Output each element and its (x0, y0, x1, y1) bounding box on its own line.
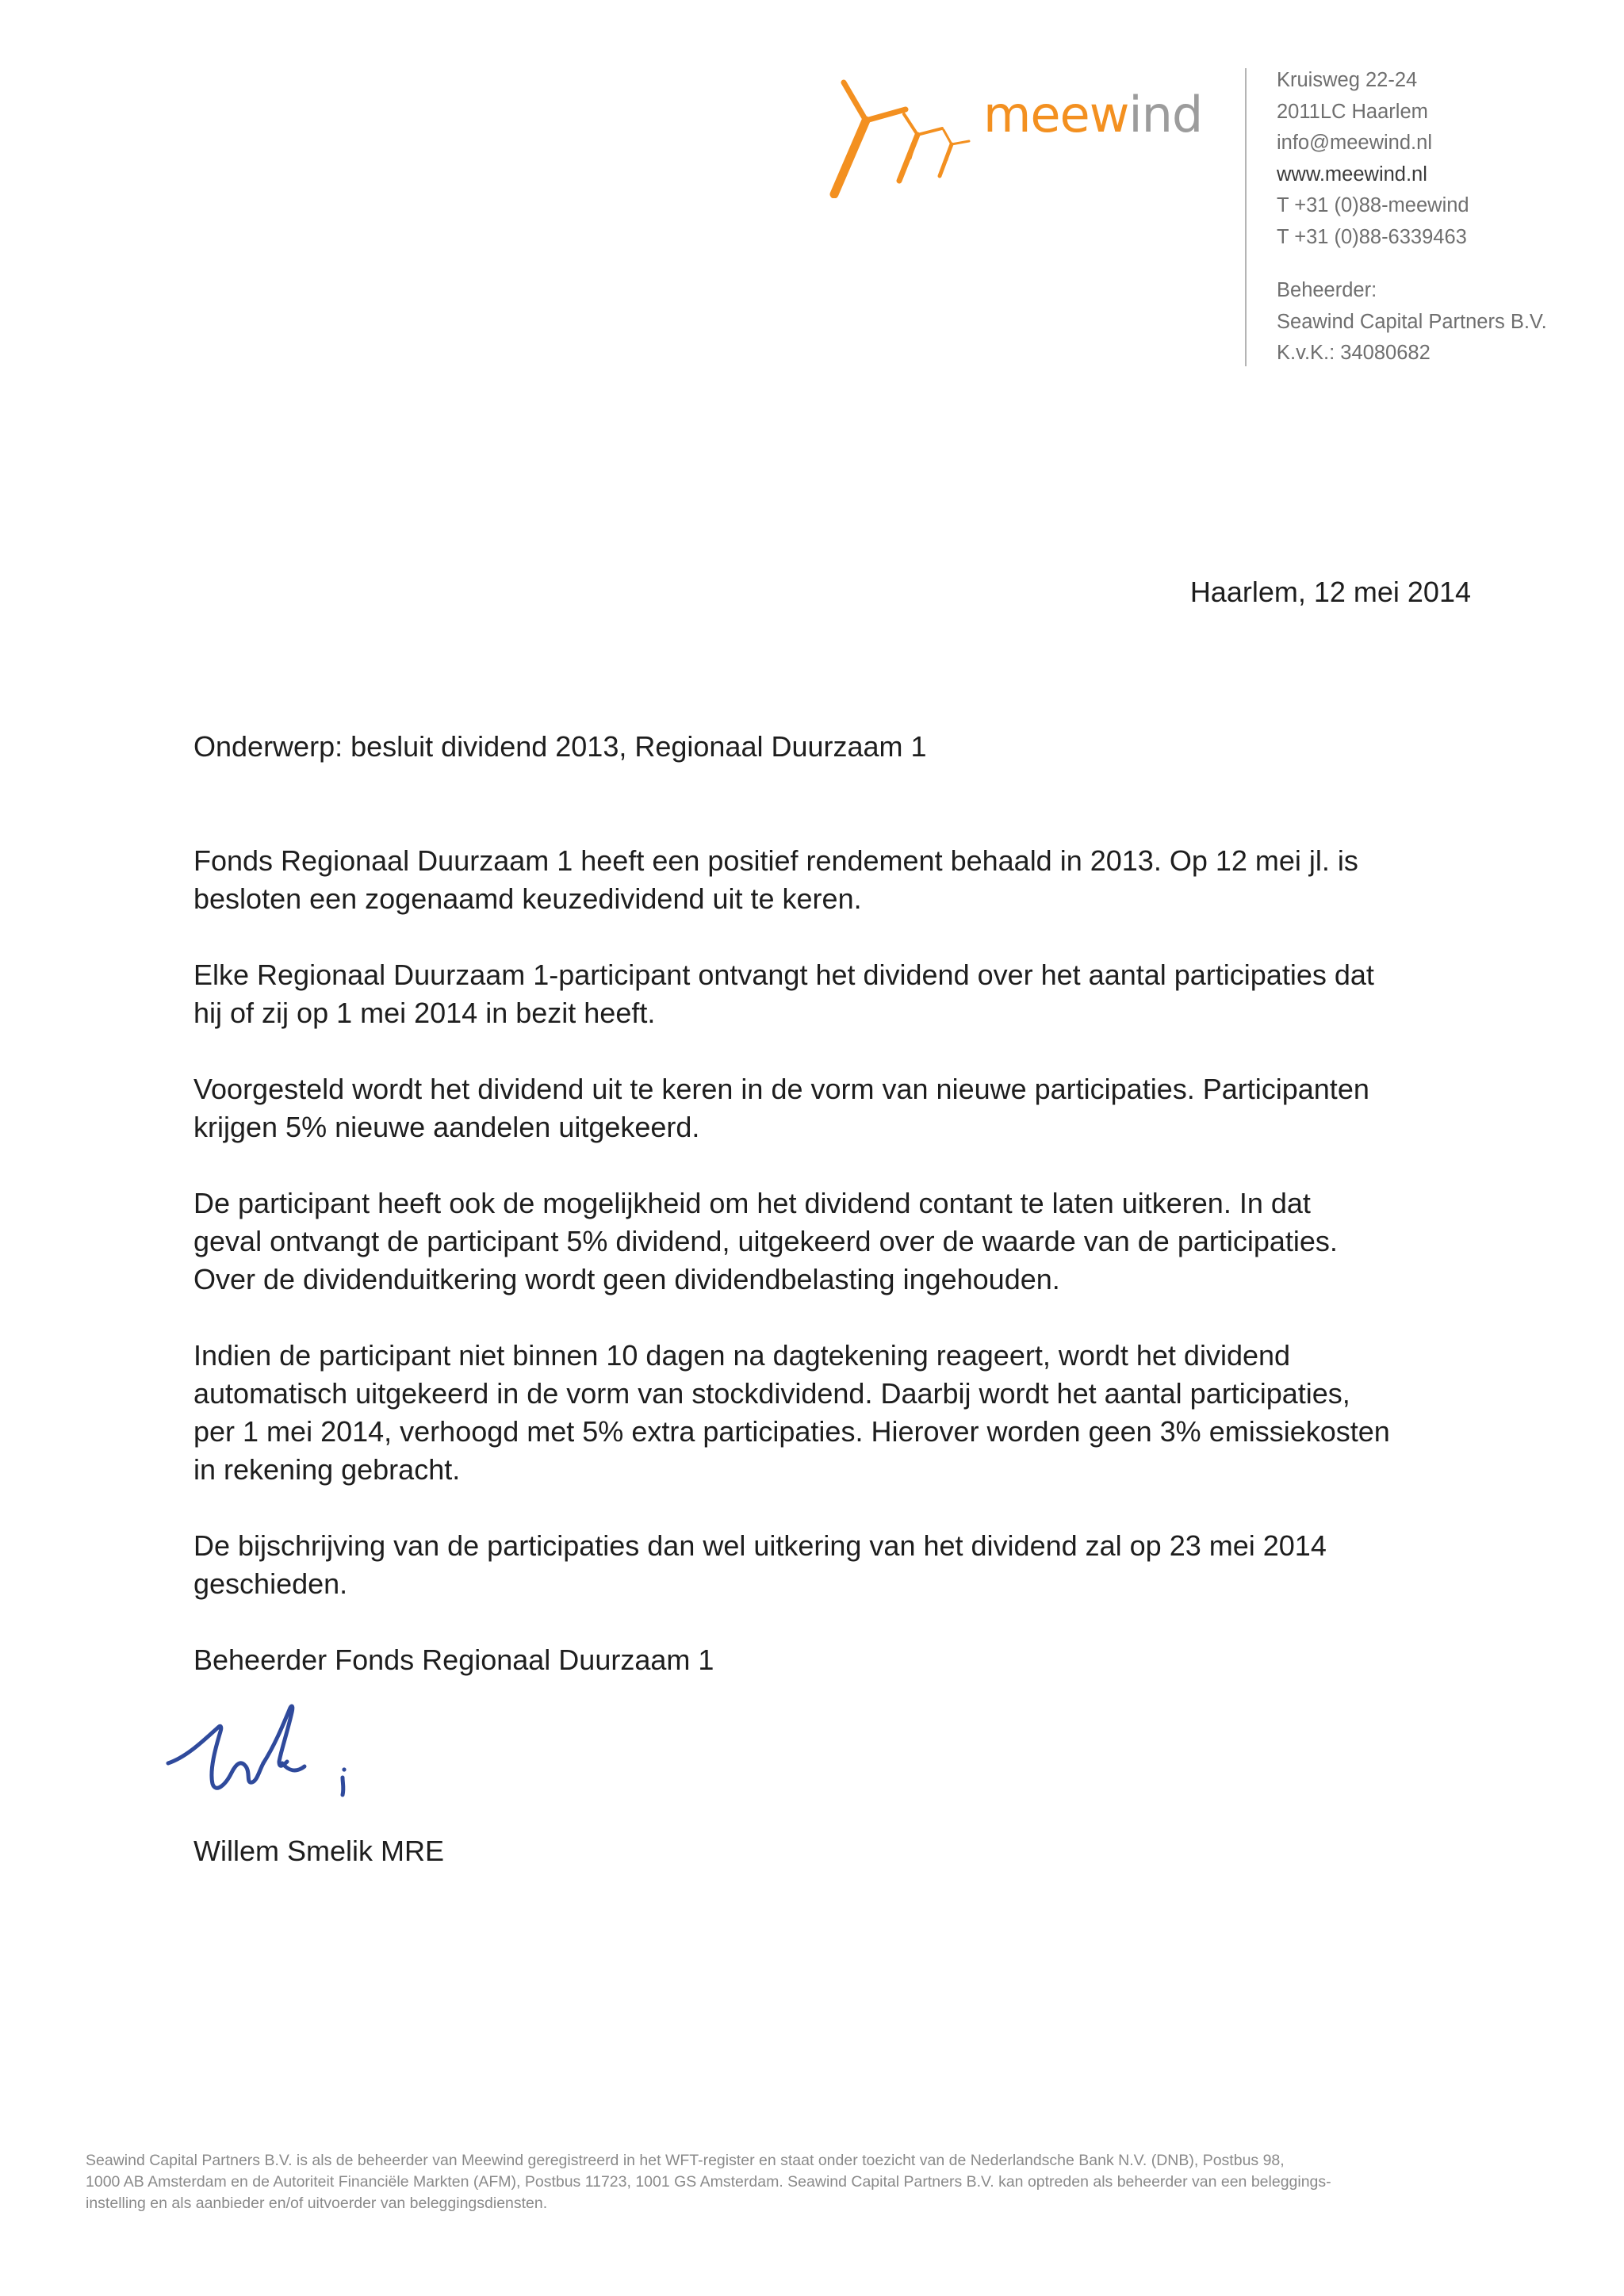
paragraph-line: De participant heeft ook de mogelijkheid om het dividend contant te laten uitkeren. In dat (193, 1187, 1311, 1219)
letter-subject: Onderwerp: besluit dividend 2013, Regionaal Duurzaam 1 (193, 730, 927, 763)
contact-manager-name: Seawind Capital Partners B.V. (1277, 310, 1547, 333)
footer-line: 1000 AB Amsterdam en de Autoriteit Financiële Markten (AFM), Postbus 11723, 1001 GS Amsterdam. Seawind Capital Partners B.V. kan optreden als beheerder van een beleggings- (86, 2173, 1331, 2191)
paragraph-line: Elke Regionaal Duurzaam 1-participant ontvangt het dividend over het aantal participaties dat (193, 959, 1374, 991)
contact-block (1277, 65, 1610, 369)
paragraph-line: Voorgesteld wordt het dividend uit te keren in de vorm van nieuwe participaties. Participanten (193, 1073, 1369, 1105)
footer-line: instelling en als aanbieder en/of uitvoerder van beleggingsdiensten. (86, 2195, 548, 2212)
paragraph-3 (193, 1070, 1494, 1146)
contact-phone-2: T +31 (0)88-6339463 (1277, 225, 1467, 248)
paragraph-1 (193, 842, 1494, 918)
letter-body (193, 728, 1494, 1679)
paragraph-line: De bijschrijving van de participaties dan wel uitkering van het dividend zal op 23 mei 2014 (193, 1529, 1327, 1562)
handwritten-signature (163, 1690, 370, 1813)
paragraph-4 (193, 1184, 1494, 1299)
letter-date: Haarlem, 12 mei 2014 (1189, 576, 1471, 608)
letter-closing: Beheerder Fonds Regionaal Duurzaam 1 (193, 1644, 714, 1676)
paragraph-2 (193, 956, 1494, 1032)
paragraph-6 (193, 1527, 1494, 1603)
paragraph-line: besloten een zogenaamd keuzedividend uit te keren. (193, 882, 862, 915)
paragraph-line: geval ontvangt de participant 5% dividend, uitgekeerd over de waarde van de participaties. (193, 1225, 1338, 1257)
brand-name-w: w (1089, 86, 1129, 144)
paragraph-5 (193, 1337, 1494, 1489)
brand-name-ind: ind (1128, 86, 1203, 144)
brand-name-mee: mee (983, 86, 1090, 144)
contact-email[interactable]: info@meewind.nl (1277, 132, 1432, 154)
legal-footer (86, 2150, 1561, 2214)
paragraph-line: hij of zij op 1 mei 2014 in bezit heeft. (193, 997, 656, 1029)
paragraph-line: automatisch uitgekeerd in de vorm van stockdividend. Daarbij wordt het aantal participaties, (193, 1377, 1350, 1410)
wind-turbines-icon (810, 79, 985, 198)
paragraph-line: geschieden. (193, 1567, 348, 1600)
paragraph-line: Over de dividenduitkering wordt geen dividendbelasting ingehouden. (193, 1263, 1060, 1295)
paragraph-line: in rekening gebracht. (193, 1453, 461, 1486)
paragraph-line: Fonds Regionaal Duurzaam 1 heeft een positief rendement behaald in 2013. Op 12 mei jl. is (193, 844, 1358, 877)
contact-city: 2011LC Haarlem (1277, 100, 1428, 123)
contact-kvk: K.v.K.: 34080682 (1277, 342, 1431, 364)
paragraph-line: Indien de participant niet binnen 10 dagen na dagtekening reageert, wordt het dividend (193, 1339, 1291, 1372)
paragraph-line: krijgen 5% nieuwe aandelen uitgekeerd. (193, 1111, 700, 1143)
contact-street: Kruisweg 22-24 (1277, 69, 1418, 91)
footer-line: Seawind Capital Partners B.V. is als de beheerder van Meewind geregistreerd in het WFT-register en staat onder toezicht van de Nederlandsche Bank N.V. (DNB), Postbus 98, (86, 2152, 1285, 2169)
header-divider (1245, 68, 1247, 366)
paragraph-line: per 1 mei 2014, verhoogd met 5% extra participaties. Hierover worden geen 3% emissiekosten (193, 1415, 1390, 1448)
brand-name (983, 86, 1202, 144)
contact-website[interactable]: www.meewind.nl (1277, 163, 1427, 186)
meewind-logo (810, 79, 1223, 198)
signatory-name: Willem Smelik MRE (193, 1835, 445, 1867)
contact-phone-1: T +31 (0)88-meewind (1277, 194, 1469, 216)
contact-manager-label: Beheerder: (1277, 279, 1377, 301)
